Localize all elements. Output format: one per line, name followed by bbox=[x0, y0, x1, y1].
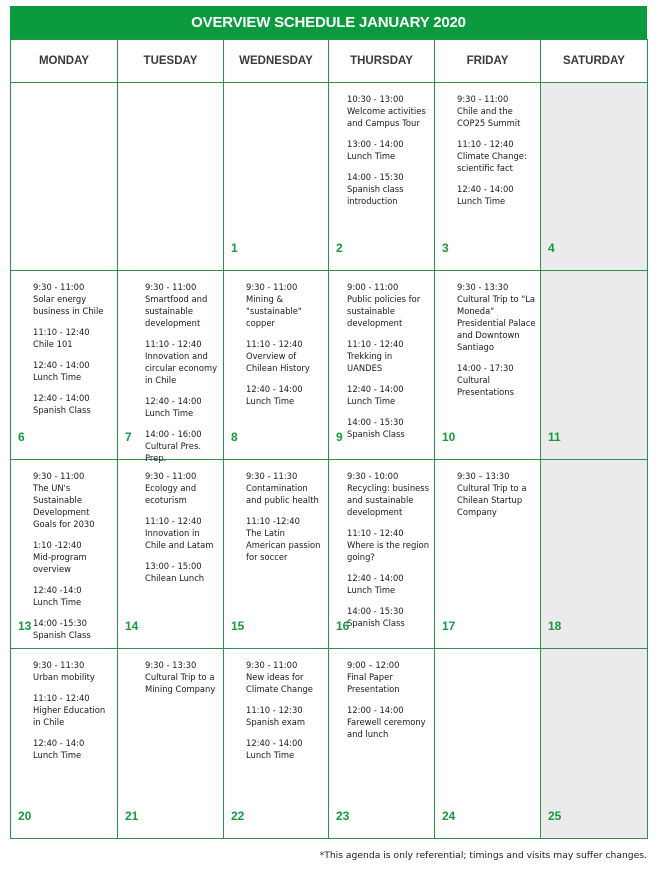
event-description: Where is the region going? bbox=[347, 540, 430, 562]
event-time: 11:10 - 12:40 bbox=[33, 327, 90, 337]
weekday-header-tuesday: TUESDAY bbox=[118, 40, 224, 83]
schedule-event bbox=[246, 470, 324, 506]
schedule-event bbox=[246, 515, 324, 563]
calendar-table bbox=[10, 39, 648, 839]
schedule-event bbox=[347, 383, 430, 407]
event-time: 11:10 - 12:40 bbox=[347, 528, 404, 538]
day-number: 3 bbox=[442, 241, 449, 255]
day-number: 21 bbox=[125, 809, 139, 823]
event-time: 1:10 -12:40 bbox=[33, 540, 82, 550]
event-time: 11:10 - 12:40 bbox=[457, 139, 514, 149]
day-events bbox=[246, 281, 324, 416]
day-number: 11 bbox=[548, 430, 561, 444]
schedule-event bbox=[33, 692, 113, 728]
day-cell bbox=[224, 649, 329, 839]
day-number: 25 bbox=[548, 809, 562, 823]
day-cell bbox=[224, 83, 329, 271]
event-description: Lunch Time bbox=[33, 372, 82, 382]
day-number: 13 bbox=[18, 619, 32, 633]
day-events bbox=[33, 470, 113, 650]
event-time: 14:00 - 15:30 bbox=[347, 606, 404, 616]
schedule-event bbox=[347, 605, 430, 629]
event-time: 9:30 - 13:30 bbox=[457, 282, 509, 292]
event-description: Welcome activities and Campus Tour bbox=[347, 106, 426, 128]
event-description: Cultural Presentations bbox=[457, 375, 514, 397]
day-number: 8 bbox=[231, 430, 238, 444]
schedule-event bbox=[33, 392, 113, 416]
schedule-event bbox=[457, 138, 536, 174]
event-description: Lunch Time bbox=[457, 196, 506, 206]
weekday-header-saturday: SATURDAY bbox=[541, 40, 648, 83]
event-description: Chilean Lunch bbox=[145, 573, 205, 583]
day-cell bbox=[435, 271, 541, 460]
event-description: Lunch Time bbox=[145, 408, 194, 418]
day-cell bbox=[118, 83, 224, 271]
event-description: Cultural Trip to "La Moneda" Presidential Palace and Downtown Santiago bbox=[457, 294, 536, 352]
day-number: 23 bbox=[336, 809, 350, 823]
day-number: 17 bbox=[442, 619, 456, 633]
day-number: 24 bbox=[442, 809, 456, 823]
schedule-event bbox=[33, 584, 113, 608]
event-description: Urban mobility bbox=[33, 672, 95, 682]
calendar-body bbox=[11, 83, 648, 839]
event-description: Cultural Pres. Prep. bbox=[145, 441, 201, 463]
event-time: 9:30 – 13:30 bbox=[457, 471, 510, 481]
schedule-event bbox=[246, 281, 324, 329]
event-time: 14:00 - 17:30 bbox=[457, 363, 514, 373]
day-events bbox=[246, 659, 324, 770]
event-description: Spanish Class bbox=[347, 618, 405, 628]
schedule-event bbox=[145, 470, 219, 506]
schedule-event bbox=[33, 326, 113, 350]
weekday-header-thursday: THURSDAY bbox=[329, 40, 435, 83]
day-events bbox=[347, 470, 430, 638]
weekday-header-row bbox=[11, 40, 648, 83]
event-time: 9:30 - 11:00 bbox=[145, 282, 197, 292]
event-description: Public policies for sustainable development bbox=[347, 294, 421, 328]
event-description: Innovation in Chile and Latam bbox=[145, 528, 214, 550]
day-cell bbox=[11, 460, 118, 649]
day-cell bbox=[11, 649, 118, 839]
day-cell bbox=[118, 460, 224, 649]
event-time: 14:00 - 15:30 bbox=[347, 172, 404, 182]
event-description: Mid-program overview bbox=[33, 552, 87, 574]
schedule-event bbox=[33, 470, 113, 530]
schedule-event bbox=[457, 183, 536, 207]
event-time: 13:00 - 14:00 bbox=[347, 139, 404, 149]
event-time: 12:40 - 14:00 bbox=[457, 184, 514, 194]
day-events bbox=[347, 93, 430, 216]
event-description: Spanish Class bbox=[33, 630, 91, 640]
day-cell bbox=[435, 649, 541, 839]
event-description: Lunch Time bbox=[347, 585, 396, 595]
event-description: New ideas for Climate Change bbox=[246, 672, 313, 694]
event-description: Lunch Time bbox=[33, 597, 82, 607]
event-description: Climate Change: scientific fact bbox=[457, 151, 527, 173]
schedule-event bbox=[145, 560, 219, 584]
weekday-header-friday: FRIDAY bbox=[435, 40, 541, 83]
event-time: 12:40 - 14:0 bbox=[33, 738, 85, 748]
day-events bbox=[246, 470, 324, 572]
event-description: Lunch Time bbox=[347, 396, 396, 406]
schedule-event bbox=[246, 659, 324, 695]
day-number: 7 bbox=[125, 430, 132, 444]
event-description: The UN's Sustainable Development Goals for 2030 bbox=[33, 483, 95, 529]
schedule-event bbox=[145, 395, 219, 419]
event-time: 11:10 - 12:40 bbox=[33, 693, 90, 703]
day-number: 2 bbox=[336, 241, 343, 255]
event-description: Chile and the COP25 Summit bbox=[457, 106, 521, 128]
schedule-event bbox=[145, 515, 219, 551]
week-row bbox=[11, 649, 648, 839]
event-description: Spanish class introduction bbox=[347, 184, 404, 206]
event-description: Lunch Time bbox=[246, 750, 295, 760]
schedule-event bbox=[33, 659, 113, 683]
week-row bbox=[11, 271, 648, 460]
day-cell bbox=[435, 460, 541, 649]
event-time: 9:00 – 12:00 bbox=[347, 660, 400, 670]
event-time: 12:00 - 14:00 bbox=[347, 705, 404, 715]
event-description: Smartfood and sustainable development bbox=[145, 294, 208, 328]
day-events bbox=[457, 470, 536, 527]
schedule-event bbox=[246, 338, 324, 374]
event-description: Trekking in UANDES bbox=[347, 351, 393, 373]
day-number: 6 bbox=[18, 430, 25, 444]
schedule-event bbox=[347, 281, 430, 329]
day-events bbox=[457, 281, 536, 407]
day-number: 14 bbox=[125, 619, 139, 633]
event-time: 11:10 - 12:40 bbox=[145, 516, 202, 526]
day-events bbox=[347, 281, 430, 449]
schedule-event bbox=[347, 171, 430, 207]
day-cell bbox=[118, 649, 224, 839]
schedule-event bbox=[457, 93, 536, 129]
day-events bbox=[145, 659, 219, 704]
day-cell bbox=[541, 271, 648, 460]
event-time: 11:10 - 12:40 bbox=[246, 339, 303, 349]
schedule-event bbox=[347, 416, 430, 440]
schedule-event bbox=[347, 704, 430, 740]
schedule-event bbox=[33, 737, 113, 761]
schedule-event bbox=[33, 539, 113, 575]
event-time: 9:30 - 11:00 bbox=[145, 471, 197, 481]
footnote: *This agenda is only referential; timings and visits may suffer changes. bbox=[319, 850, 647, 861]
schedule-event bbox=[246, 737, 324, 761]
event-description: Lunch Time bbox=[33, 750, 82, 760]
event-description: Chile 101 bbox=[33, 339, 73, 349]
week-row bbox=[11, 83, 648, 271]
schedule-event bbox=[347, 572, 430, 596]
day-cell bbox=[118, 271, 224, 463]
schedule-event bbox=[246, 704, 324, 728]
day-cell bbox=[11, 271, 118, 460]
event-description: Ecology and ecoturism bbox=[145, 483, 197, 505]
event-time: 11:10 - 12:40 bbox=[145, 339, 202, 349]
day-cell bbox=[435, 83, 541, 271]
day-cell bbox=[224, 271, 329, 460]
schedule-event bbox=[33, 359, 113, 383]
weekday-header-monday: MONDAY bbox=[11, 40, 118, 83]
schedule-event bbox=[457, 470, 536, 518]
day-events bbox=[457, 93, 536, 216]
event-description: Spanish Class bbox=[347, 429, 405, 439]
schedule-event bbox=[347, 470, 430, 518]
event-description: Mining & "sustainable" copper bbox=[246, 294, 302, 328]
event-description: Final Paper Presentation bbox=[347, 672, 400, 694]
event-description: The Latin American passion for soccer bbox=[246, 528, 321, 562]
event-description: Spanish exam bbox=[246, 717, 305, 727]
event-time: 14:00 - 15:30 bbox=[347, 417, 404, 427]
day-events bbox=[33, 281, 113, 425]
event-time: 12:40 - 14:00 bbox=[246, 384, 303, 394]
event-time: 12:40 - 14:00 bbox=[33, 393, 90, 403]
schedule-event bbox=[33, 281, 113, 317]
week-row bbox=[11, 460, 648, 649]
day-events bbox=[145, 470, 219, 593]
day-cell bbox=[224, 460, 329, 649]
event-time: 12:40 - 14:00 bbox=[33, 360, 90, 370]
event-time: 12:40 - 14:00 bbox=[246, 738, 303, 748]
event-time: 11:10 - 12:30 bbox=[246, 705, 303, 715]
day-number: 20 bbox=[18, 809, 32, 823]
event-description: Contamination and public health bbox=[246, 483, 319, 505]
day-number: 22 bbox=[231, 809, 245, 823]
day-number: 10 bbox=[442, 430, 456, 444]
event-description: Higher Education in Chile bbox=[33, 705, 106, 727]
schedule-event bbox=[347, 93, 430, 129]
event-time: 9:00 - 11:00 bbox=[347, 282, 399, 292]
schedule-title: OVERVIEW SCHEDULE JANUARY 2020 bbox=[10, 6, 647, 39]
schedule-event bbox=[347, 338, 430, 374]
event-time: 9:30 - 11:00 bbox=[246, 282, 298, 292]
event-description: Recycling: business and sustainable development bbox=[347, 483, 430, 517]
schedule-event bbox=[457, 281, 536, 353]
schedule-event bbox=[457, 362, 536, 398]
event-time: 9:30 - 11:00 bbox=[457, 94, 509, 104]
event-time: 9:30 - 11:30 bbox=[33, 660, 85, 670]
day-number: 4 bbox=[548, 241, 555, 255]
day-number: 18 bbox=[548, 619, 562, 633]
day-events bbox=[347, 659, 430, 749]
day-events bbox=[33, 659, 113, 770]
day-cell bbox=[541, 460, 648, 649]
event-time: 12:40 - 14:00 bbox=[347, 573, 404, 583]
event-time: 9:30 - 11:00 bbox=[33, 282, 85, 292]
day-number: 16 bbox=[336, 619, 350, 633]
schedule-event bbox=[347, 138, 430, 162]
schedule-event bbox=[33, 617, 113, 641]
event-time: 12:40 -14:0 bbox=[33, 585, 82, 595]
day-number: 15 bbox=[231, 619, 245, 633]
day-cell bbox=[329, 649, 435, 839]
event-description: Overview of Chilean History bbox=[246, 351, 310, 373]
schedule-event bbox=[347, 527, 430, 563]
day-number: 1 bbox=[231, 241, 238, 255]
day-cell bbox=[541, 649, 648, 839]
schedule-event bbox=[145, 659, 219, 695]
day-cell bbox=[329, 83, 435, 271]
event-time: 9:30 - 11:00 bbox=[246, 660, 298, 670]
event-description: Cultural Trip to a Chilean Startup Company bbox=[457, 483, 527, 517]
day-number: 9 bbox=[336, 430, 343, 444]
event-time: 12:40 - 14:00 bbox=[347, 384, 404, 394]
schedule-event bbox=[246, 383, 324, 407]
schedule-event bbox=[347, 659, 430, 695]
event-description: Solar energy business in Chile bbox=[33, 294, 104, 316]
event-description: Lunch Time bbox=[347, 151, 396, 161]
event-description: Innovation and circular economy in Chile bbox=[145, 351, 218, 385]
day-cell bbox=[11, 83, 118, 271]
event-time: 11:10 -12:40 bbox=[246, 516, 300, 526]
event-description: Spanish Class bbox=[33, 405, 91, 415]
weekday-header-wednesday: WEDNESDAY bbox=[224, 40, 329, 83]
day-cell bbox=[541, 83, 648, 271]
event-time: 11:10 - 12:40 bbox=[347, 339, 404, 349]
schedule-event bbox=[145, 281, 219, 329]
event-time: 10:30 - 13:00 bbox=[347, 94, 404, 104]
event-time: 9:30 - 10:00 bbox=[347, 471, 399, 481]
event-time: 13:00 - 15:00 bbox=[145, 561, 202, 571]
event-time: 9:30 - 11:30 bbox=[246, 471, 298, 481]
schedule-event bbox=[145, 338, 219, 386]
event-description: Lunch Time bbox=[246, 396, 295, 406]
event-description: Cultural Trip to a Mining Company bbox=[145, 672, 216, 694]
day-cell bbox=[329, 271, 435, 460]
event-description: Farewell ceremony and lunch bbox=[347, 717, 426, 739]
event-time: 9:30 - 11:00 bbox=[33, 471, 85, 481]
event-time: 9:30 - 13:30 bbox=[145, 660, 197, 670]
event-time: 14:00 - 16:00 bbox=[145, 429, 202, 439]
day-events bbox=[145, 281, 219, 473]
schedule-page bbox=[10, 6, 647, 839]
event-time: 14:00 -15:30 bbox=[33, 618, 87, 628]
day-cell bbox=[329, 460, 435, 649]
event-time: 12:40 - 14:00 bbox=[145, 396, 202, 406]
